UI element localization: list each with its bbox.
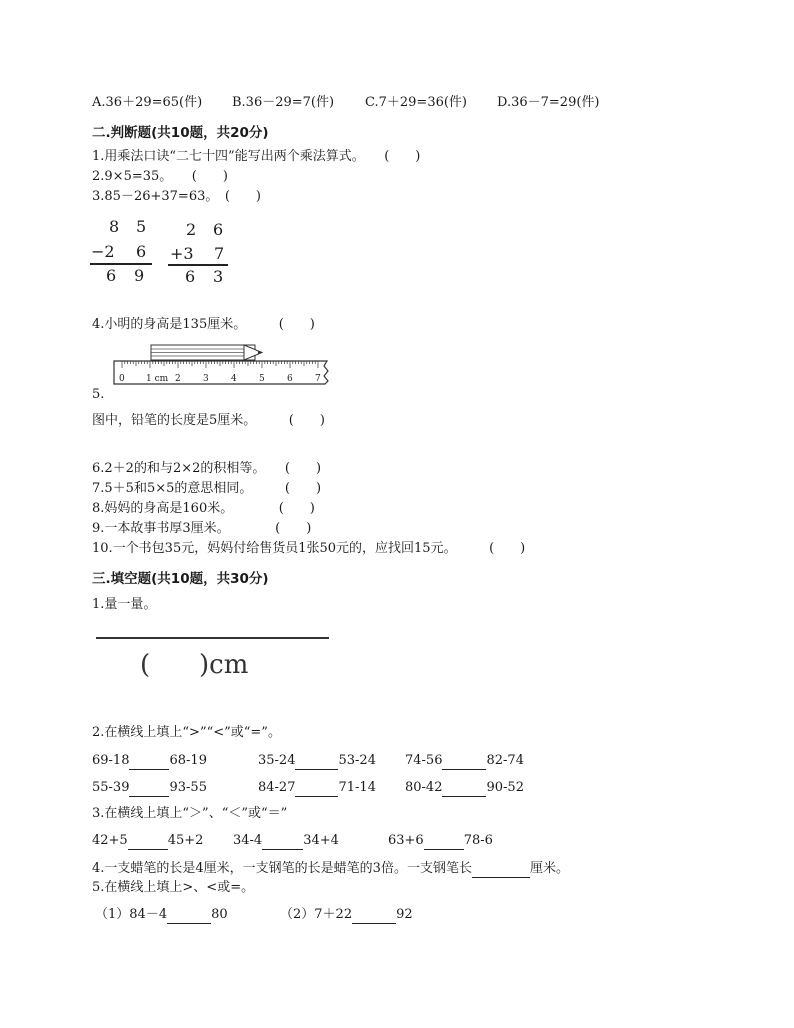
compare-row-1b: 35-24 53-24 — [258, 753, 376, 768]
ruler-label: 3 — [203, 374, 209, 384]
answer-blank[interactable] — [352, 909, 396, 924]
s2-question-4: 4.小明的身高是135厘米。 ( ) — [92, 317, 315, 332]
compare-row-5b: （2）7＋22 92 — [280, 907, 413, 922]
ruler-label: 6 — [287, 374, 293, 384]
choice-c: C.7＋29=36(件) — [365, 95, 468, 110]
compare-row-3c: 63+6 78-6 — [388, 833, 493, 848]
answer-blank[interactable] — [472, 863, 530, 878]
s3-question-1: 1.量一量。 — [92, 597, 157, 612]
calc-b-mid-2: 7 — [214, 244, 225, 263]
answer-blank[interactable] — [424, 835, 464, 850]
answer-blank[interactable] — [128, 835, 168, 850]
calc-b-res-2: 3 — [213, 267, 224, 286]
choice-a: A.36＋29=65(件) — [92, 95, 203, 110]
compare-row-5: （1）84－4 80 — [95, 907, 228, 922]
s2-question-2: 2.9×5=35。 ( ) — [92, 169, 228, 184]
s2-question-1: 1.用乘法口诀“二七十四”能写出两个乘法算式。 ( ) — [92, 149, 421, 164]
measure-line — [96, 637, 329, 639]
ruler-label: 5 — [259, 374, 265, 384]
s3-question-2: 2.在横线上填上“>”“<”或“=”。 — [92, 725, 281, 740]
ruler-label: 2 — [175, 374, 181, 384]
measure-close-unit: )cm — [199, 650, 249, 680]
calc-a-mid-2: 6 — [136, 242, 147, 261]
answer-blank[interactable] — [295, 782, 338, 797]
ruler-label: 4 — [231, 374, 237, 384]
s2-question-9: 9.一本故事书厚3厘米。 ( ) — [92, 521, 312, 536]
s2-question-8: 8.妈妈的身高是160米。 ( ) — [92, 501, 315, 516]
compare-row-1: 69-18 68-19 — [92, 753, 207, 768]
compare-row-1c: 74-56 82-74 — [405, 753, 524, 768]
calc-b-top-2: 6 — [213, 220, 224, 239]
s3-question-3: 3.在横线上填上“＞”、“＜”或“＝” — [92, 806, 288, 821]
s2-question-3: 3.85－26+37=63。 ( ) — [92, 189, 262, 204]
compare-row-2: 55-39 93-55 — [92, 780, 207, 795]
s2-question-5-number: 5. — [92, 387, 105, 402]
s3-question-4: 4.一支蜡笔的长是4厘米，一支钢笔的长是蜡笔的3倍。一支钢笔长 厘米。 — [92, 861, 569, 876]
ruler-pencil-figure — [112, 340, 342, 390]
answer-blank[interactable] — [295, 755, 338, 770]
s2-question-6: 6.2＋2的和与2×2的积相等。 ( ) — [92, 461, 322, 476]
calc-a-top-2: 5 — [136, 217, 147, 236]
answer-blank[interactable] — [442, 755, 486, 770]
calc-b-line — [168, 264, 228, 266]
compare-row-3: 42+5 45+2 — [92, 833, 204, 848]
choice-d: D.36－7=29(件) — [497, 95, 600, 110]
calc-a-top-1: 8 — [109, 217, 120, 236]
compare-row-2c: 80-42 90-52 — [405, 780, 524, 795]
s2-question-5-text: 图中，铅笔的长度是5厘米。 ( ) — [92, 413, 325, 428]
answer-blank[interactable] — [442, 782, 486, 797]
calc-b-mid-1: +3 — [170, 244, 194, 263]
measure-open-paren: ( — [140, 650, 151, 680]
s2-question-7: 7.5＋5和5×5的意思相同。 ( ) — [92, 481, 322, 496]
calc-a-line — [90, 263, 152, 265]
calc-a-res-2: 9 — [134, 266, 145, 285]
calc-b-res-1: 6 — [185, 267, 196, 286]
choice-b: B.36－29=7(件) — [232, 95, 335, 110]
ruler-label: 1 cm — [146, 374, 169, 384]
compare-row-3b: 34-4 34+4 — [233, 833, 339, 848]
calc-b-top-1: 2 — [186, 220, 197, 239]
ruler-label: 0 — [119, 374, 125, 384]
calc-a-mid-1: −2 — [91, 242, 115, 261]
s2-question-10: 10.一个书包35元，妈妈付给售货员1张50元的，应找回15元。 ( ) — [92, 541, 526, 556]
section3-title: 三.填空题(共10题，共30分) — [92, 571, 269, 587]
compare-row-2b: 84-27 71-14 — [258, 780, 376, 795]
answer-blank[interactable] — [129, 755, 169, 770]
ruler-label: 7 — [315, 374, 321, 384]
answer-blank[interactable] — [167, 909, 211, 924]
s3-question-5: 5.在横线上填上>、<或=。 — [92, 880, 255, 895]
answer-blank[interactable] — [262, 835, 303, 850]
calc-a-res-1: 6 — [106, 266, 117, 285]
answer-blank[interactable] — [129, 782, 169, 797]
section2-title: 二.判断题(共10题，共20分) — [92, 125, 269, 141]
pencil-icon — [151, 345, 262, 360]
